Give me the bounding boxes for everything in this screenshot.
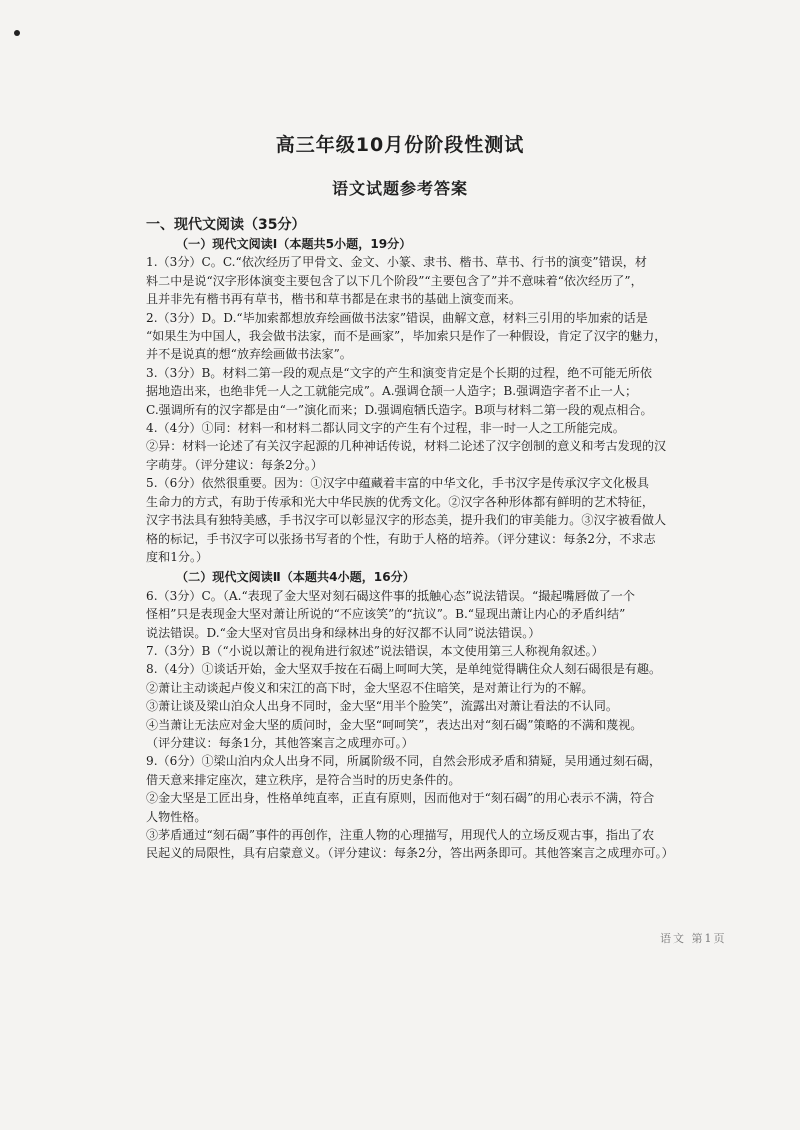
answer-line: 5.（6分）依然很重要。因为：①汉字中蕴藏着丰富的中华文化，手书汉字是传承汉字文化极具 xyxy=(146,476,649,491)
answer-line: 4.（4分）①同：材料一和材料二都认同文字的产生有个过程，非一时一人之工所能完成。 xyxy=(146,421,625,436)
answer-line: 汉字书法具有独特美感，手书汉字可以彰显汉字的形态美，提升我们的审美能力。③汉字被看做人 xyxy=(146,513,667,528)
answer-line: 并不是说真的想“放弃绘画做书法家”。 xyxy=(146,347,352,362)
answer-line: 3.（3分）B。材料二第一段的观点是“文字的产生和演变肯定是个长期的过程，绝不可能无所依 xyxy=(146,365,652,380)
answer-line: 9.（6分）①梁山泊内众人出身不同，所属阶级不同，自然会形成矛盾和猜疑，吴用通过刻石碣， xyxy=(146,754,662,769)
subsection-heading-1: （一）现代文阅读Ⅰ（本题共5小题，19分） xyxy=(176,237,412,251)
answer-line: 人物性格。 xyxy=(146,809,207,824)
answer-line: 7.（3分）B（“小说以萧让的视角进行叙述”说法错误，本文使用第三人称视角叙述。） xyxy=(146,643,604,658)
answer-line: 怪相”只是表现金大坚对萧让所说的“不应该笑”的“抗议”。B.“显现出萧让内心的矛盾纠结” xyxy=(146,607,626,622)
answer-block-1 xyxy=(146,253,734,566)
answer-line: “如果生为中国人，我会做书法家，而不是画家”，毕加索只是作了一种假设，肯定了汉字的魅力， xyxy=(146,329,667,344)
answer-block-2 xyxy=(146,587,734,863)
answer-line: 2.（3分）D。D.“毕加索都想放弃绘画做书法家”错误，曲解文意，材料三引用的毕加索的话是 xyxy=(146,310,648,325)
answer-line: ②萧让主动谈起卢俊义和宋江的高下时，金大坚忍不住暗笑，是对萧让行为的不解。 xyxy=(146,680,594,695)
section-heading: 一、现代文阅读（35分） xyxy=(146,217,306,233)
answer-line: 度和1分。） xyxy=(146,549,209,564)
answer-line: ③茅盾通过“刻石碣”事件的再创作，注重人物的心理描写，用现代人的立场反观古事，指出了农 xyxy=(146,828,655,842)
subsection-heading-2: （二）现代文阅读Ⅱ（本题共4小题，16分） xyxy=(176,570,415,585)
page-title: 高三年级10月份阶段性测试 xyxy=(275,134,525,156)
answer-line: 6.（3分）C。（A.“表现了金大坚对刻石碣这件事的抵触心态”说法错误。“撮起嘴唇做了一个 xyxy=(146,588,635,603)
answer-line: 生命力的方式，有助于传承和光大中华民族的优秀文化。②汉字各种形体都有鲜明的艺术特征， xyxy=(146,494,654,509)
answer-line: 1.（3分）C。C.“依次经历了甲骨文、金文、小篆、隶书、楷书、草书、行书的演变”错误，材 xyxy=(146,255,647,270)
answer-line: 字萌芽。（评分建议：每条2分。） xyxy=(146,457,324,472)
answer-line: 格的标记，手书汉字可以张扬书写者的个性，有助于人格的培养。（评分建议：每条2分，不求志 xyxy=(146,531,656,546)
answer-line: 且并非先有楷书再有草书，楷书和草书都是在隶书的基础上演变而来。 xyxy=(146,292,521,307)
page-subtitle: 语文试题参考答案 xyxy=(331,179,468,198)
answer-body xyxy=(146,235,734,863)
answer-line: ②金大坚是工匠出身，性格单纯直率，正直有原则，因而他对于“刻石碣”的用心表示不满，符合 xyxy=(146,791,655,806)
answer-line: 8.（4分）①谈话开始，金大坚双手按在石碣上呵呵大笑，是单纯觉得瞒住众人刻石碣很是有趣。 xyxy=(146,662,662,677)
answer-line: ④当萧让无法应对金大坚的质问时，金大坚“呵呵笑”，表达出对“刻石碣”策略的不满和蔑视。 xyxy=(146,717,643,732)
scan-mark xyxy=(14,30,20,36)
answer-line: C.强调所有的汉字都是由“一”演化而来；D.强调庖牺氏造字。B项与材料二第一段的观点相合。 xyxy=(146,402,653,417)
answer-line: 据地造出来，也绝非凭一人之工就能完成”。A.强调仓颉一人造字；B.强调造字者不止一人； xyxy=(146,384,638,399)
answer-line: 说法错误。D.“金大坚对官员出身和绿林出身的好汉都不认同”说法错误。） xyxy=(146,625,541,640)
answer-line: 料二中是说“汉字形体演变主要包含了以下几个阶段”“主要包含了”并不意味着“依次经历了”， xyxy=(146,273,643,288)
page-footer: 语文 第1页 xyxy=(660,932,727,945)
answer-line: ③萧让谈及梁山泊众人出身不同时，金大坚“用半个脸笑”，流露出对萧让看法的不认同。 xyxy=(146,699,618,714)
answer-line: 借天意来排定座次，建立秩序，是符合当时的历史条件的。 xyxy=(146,772,461,787)
answer-line: ②异：材料一论述了有关汉字起源的几种神话传说，材料二论述了汉字创制的意义和考古发现的汉 xyxy=(146,439,667,454)
answer-line: （评分建议：每条1分，其他答案言之成理亦可。） xyxy=(146,735,414,750)
answer-line: 民起义的局限性，具有启蒙意义。（评分建议：每条2分，答出两条即可。其他答案言之成理亦可。） xyxy=(146,846,674,861)
